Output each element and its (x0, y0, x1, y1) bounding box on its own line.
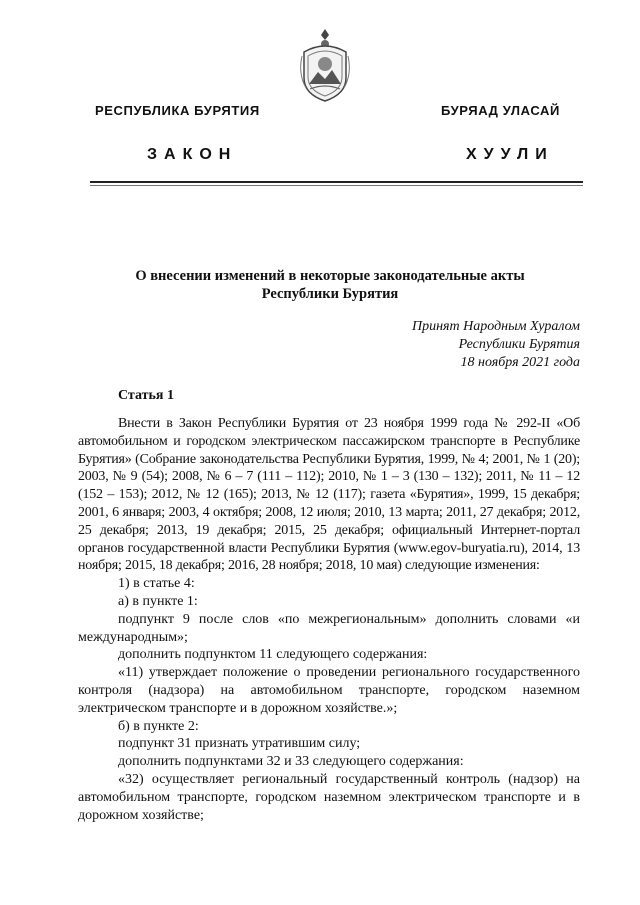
republic-name-buryat: БУРЯАД УЛАСАЙ (441, 103, 560, 118)
body-paragraph: подпункт 9 после слов «по межрегиональным» дополнить словами «и международным»; (78, 611, 580, 645)
adoption-date: 18 ноября 2021 года (460, 355, 580, 370)
adoption-note-line: Республики Бурятия (458, 337, 580, 352)
body-paragraph: подпункт 31 признать утратившим силу; (118, 736, 361, 752)
law-label-russian: ЗАКОН (147, 146, 238, 163)
document-title-line: Республики Бурятия (261, 286, 399, 302)
body-paragraph: «11) утверждает положение о проведении регионального государственного контроля (надзора) на автомобильном транспорте, городском наземном электрическом транспорте и в дорожном хозяйстве.»; (78, 665, 580, 716)
body-paragraph: дополнить подпунктом 11 следующего содержания: (118, 647, 428, 663)
header-divider-thin (90, 185, 583, 186)
adoption-note-line: Принят Народным Хуралом (411, 319, 580, 334)
document-title-line: О внесении изменений в некоторые законодательные акты (135, 268, 525, 284)
law-label-buryat: ХУУЛИ (466, 146, 554, 163)
document-title (80, 267, 580, 303)
body-paragraph: 1) в статье 4: (118, 576, 195, 592)
body-paragraph: Внести в Закон Республики Бурятия от 23 ноября 1999 года № 292-II «Об автомобильном и городском электрическом пассажирском транспорте в Республике Бурятия» (Собрание законодательства Республики Бурятия, 1999, № 4; 2001, № 1 (20); 2003, № 9 (54); 2008, № 6 – 7 (111 – 112); 2010, № 1 – 3 (130 – 132); 2011, № 11 – 12 (152 – 153); 2012, № 12 (165); 2013, № 12 (117); газета «Бурятия», 1999, 15 декабря; 2001, 6 января; 2003, 4 октября; 2008, 12 июля; 2010, 13 марта; 2011, 27 декабря; 2012, 25 декабря; 2013, 19 декабря; 2015, 25 декабря; официальный Интернет-портал органов государственной власти Республики Бурятия (www.egov-buryatia.ru), 2014, 13 ноября; 2015, 18 декабря; 2016, 28 ноября; 2018, 10 мая) следующие изменения: (78, 416, 580, 574)
article-body (78, 415, 580, 824)
republic-name-russian: РЕСПУБЛИКА БУРЯТИЯ (95, 103, 260, 118)
body-paragraph: б) в пункте 2: (118, 718, 199, 734)
body-paragraph: дополнить подпунктами 32 и 33 следующего содержания: (118, 754, 464, 770)
article-heading: Статья 1 (118, 388, 174, 403)
adoption-note (412, 318, 580, 372)
body-paragraph: «32) осуществляет региональный государственный контроль (надзор) на автомобильном транспорте, городском наземном электрическом транспорте и в дорожном хозяйстве; (78, 771, 580, 823)
header-divider (90, 181, 583, 183)
body-paragraph: а) в пункте 1: (118, 593, 198, 609)
republic-coat-of-arms-icon (296, 26, 354, 104)
